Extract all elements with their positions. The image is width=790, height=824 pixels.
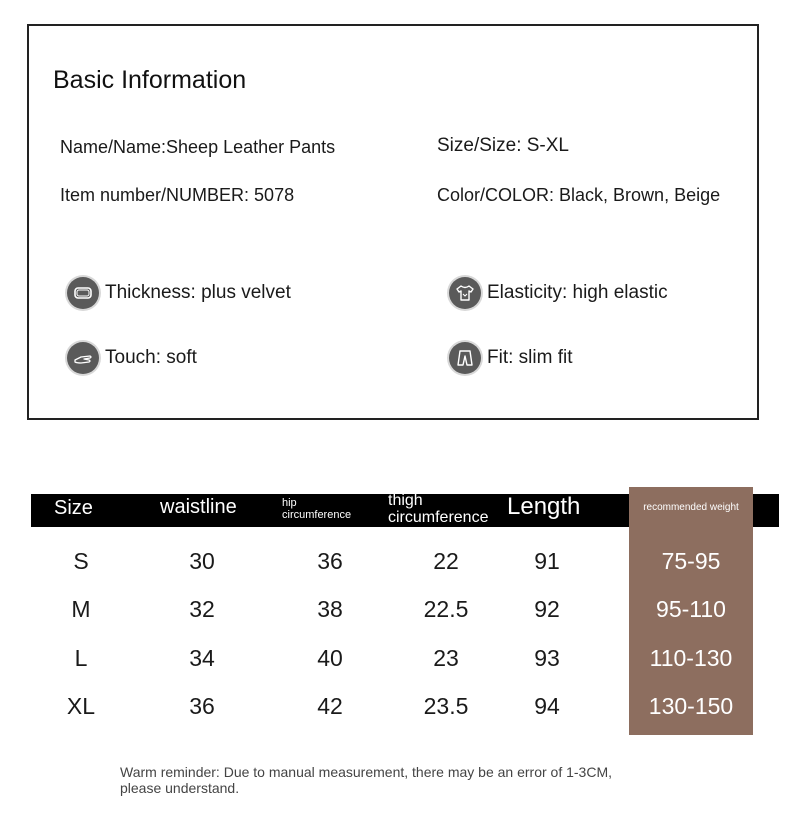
basic-info-panel xyxy=(27,24,759,420)
table-cell-size: M xyxy=(71,596,91,622)
feature-thickness-label: Thickness: plus velvet xyxy=(105,282,291,303)
hand-icon xyxy=(67,342,99,374)
fabric-layer-icon xyxy=(67,277,99,309)
table-cell-size: L xyxy=(74,645,88,671)
feature-fit xyxy=(449,342,573,374)
table-cell-waistline: 32 xyxy=(189,596,215,622)
tshirt-icon xyxy=(449,277,481,309)
table-cell-length: 94 xyxy=(534,693,560,719)
table-cell-length: 91 xyxy=(534,548,560,574)
table-cell-thigh: 22.5 xyxy=(423,596,469,622)
product-name: Name/Name:Sheep Leather Pants xyxy=(60,137,336,157)
table-cell-thigh: 23 xyxy=(433,645,459,671)
table-cell-length: 93 xyxy=(534,645,560,671)
header-size: Size xyxy=(54,497,93,519)
warm-reminder-note: Warm reminder: Due to manual measurement, there may be an error of 1-3CM, please understand. xyxy=(120,764,613,796)
table-cell-size: S xyxy=(73,548,89,574)
table-cell-weight: 95-110 xyxy=(656,596,726,622)
product-colors: Color/COLOR: Black, Brown, Beige xyxy=(437,185,721,205)
header-waistline: waistline xyxy=(160,496,237,518)
feature-fit-label: Fit: slim fit xyxy=(487,347,573,368)
header-recommended-weight: recommended weight xyxy=(643,502,739,513)
table-cell-hip: 42 xyxy=(317,693,343,719)
table-cell-weight: 130-150 xyxy=(648,693,734,719)
pants-icon xyxy=(449,342,481,374)
table-cell-hip: 40 xyxy=(317,645,343,671)
feature-elasticity-label: Elasticity: high elastic xyxy=(487,282,668,303)
table-cell-waistline: 30 xyxy=(189,548,215,574)
table-cell-hip: 38 xyxy=(317,596,343,622)
feature-touch-label: Touch: soft xyxy=(105,347,197,368)
table-cell-weight: 75-95 xyxy=(661,548,721,574)
table-cell-length: 92 xyxy=(534,596,560,622)
table-cell-size: XL xyxy=(66,693,96,719)
item-number: Item number/NUMBER: 5078 xyxy=(60,185,295,205)
table-cell-waistline: 34 xyxy=(189,645,215,671)
header-thigh: thigh circumference xyxy=(388,492,489,526)
basic-info-title: Basic Information xyxy=(53,66,247,94)
feature-touch xyxy=(67,342,197,374)
feature-elasticity xyxy=(449,277,668,309)
table-cell-hip: 36 xyxy=(317,548,343,574)
table-cell-thigh: 23.5 xyxy=(423,693,469,719)
product-size-range: Size/Size: S-XL xyxy=(437,135,569,156)
table-cell-thigh: 22 xyxy=(433,548,459,574)
header-hip: hip circumference xyxy=(282,497,352,521)
header-length: Length xyxy=(507,493,581,520)
table-cell-weight: 110-130 xyxy=(649,645,733,671)
table-cell-waistline: 36 xyxy=(189,693,215,719)
feature-thickness xyxy=(67,277,291,309)
